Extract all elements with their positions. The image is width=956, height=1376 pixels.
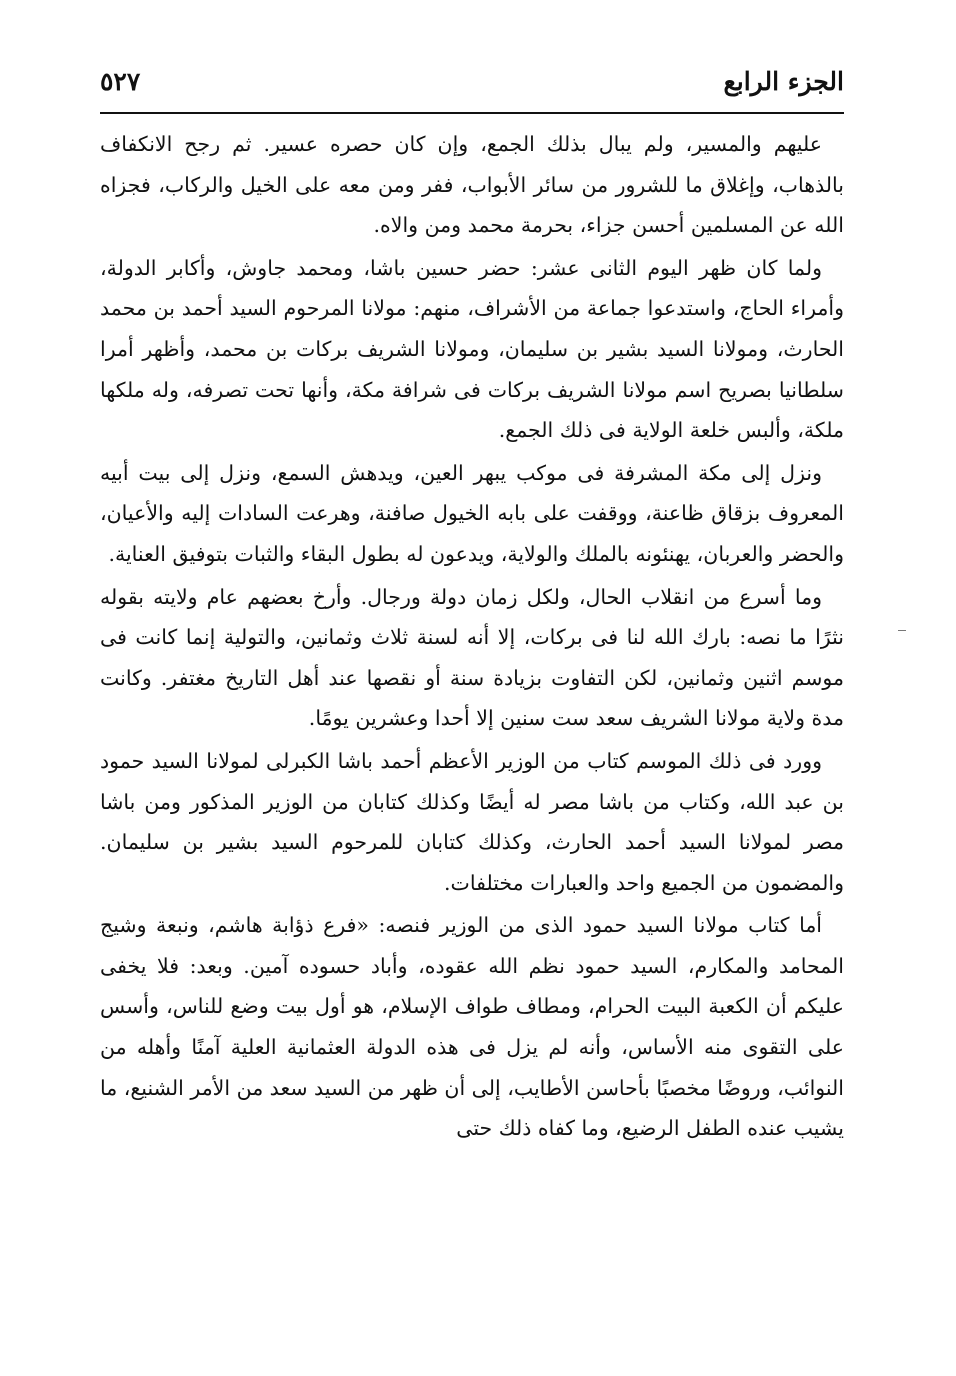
header-title: الجزء الرابع [723,67,844,96]
paragraph: ونزل إلى مكة المشرفة فى موكب يبهر العين، ويدهش السمع، ونزل إلى بيت أبيه المعروف بزقاق ظاعنة، ووقفت على بابه الخيول صافنة، وهرعت السادات إليه والأعيان، والحضر والعربان، يهنئونه بالملك والولاية، ويدعون له بطول البقاء والثبات بتوفيق العناية. [100,460,844,566]
paragraph: وما أسرع من انقلاب الحال، ولكل زمان دولة ورجال. وأرخ بعضهم عام ولايته بقوله نثرًا ما نصه: بارك الله لنا فى بركات، إلا أنه لسنة ثلاث وثمانين، والتولية إنما كانت فى موسم اثنين وثمانين، لكن التفاوت بزيادة سنة أو نقصها عند أهل التاريخ مغتفر. وكانت مدة ولاية مولانا الشريف سعد ست سنين إلا أحدا وعشرين يومًا. [100,584,844,731]
paragraph: وورد فى ذلك الموسم كتاب من الوزير الأعظم أحمد باشا الكبرلى لمولانا السيد حمود بن عبد الله، وكتاب من باشا مصر له أيضًا وكذلك كتابان من الوزير المذكور ومن باشا مصر لمولانا السيد أحمد الحارث، وكذلك كتابان للمرحوم السيد بشير بن سليمان. والمضمون من الجميع واحد والعبارات مختلفات. [100,748,844,895]
paragraph: عليهم والمسير، ولم يبال بذلك الجمع، وإن كان حصره عسير. ثم رجح الانكفاف بالذهاب، وإغلاق ما للشرور من سائر الأبواب، ففر ومن معه على الخيل والركاب، فجزاه الله عن المسلمين أحسن جزاء، بحرمة محمد ومن والاه. [100,132,844,238]
running-header [100,62,844,110]
page-number: ٥٢٧ [100,67,141,96]
margin-mark [898,630,906,631]
header-divider [100,112,844,114]
body-text [100,124,844,1316]
paragraph: ولما كان ظهر اليوم الثانى عشر: حضر حسين باشا، ومحمد جاوش، وأكابر الدولة، وأمراء الحاج، واستدعوا جماعة من الأشراف، منهم: مولانا المرحوم السيد أحمد بن محمد الحارث، ومولانا السيد بشير بن سليمان، ومولانا الشريف بركات بن محمد، وأظهر أمرا سلطانيا بصريح اسم مولانا الشريف بركات فى شرافة مكة، وأنها تحت تصرفه، وله ملكها ملكة، وألبس خلعة الولاية فى ذلك الجمع. [100,255,844,443]
paragraph: أما كتاب مولانا السيد حمود الذى من الوزير فنصه: «فرع ذؤابة هاشم، ونبعة وشيج المحامد والمكارم، السيد حمود نظم الله عقوده، وأباد حسوده آمين. وبعد: فلا يخفى عليكم أن الكعبة البيت الحرام، ومطاف طواف الإسلام، هو أول بيت وضع للناس، وأسس على التقوى منه الأساس، وأنه لم يزل فى هذه الدولة العثمانية العلية آمنًا وأهله من النوائب، وروضًا مخصبًا بأحاسن الأطايب، إلى أن ظهر من السيد سعد من الأمر الشنيع، ما يشيب عنده الطفل الرضيع، وما كفاه ذلك حتى [100,913,844,1141]
